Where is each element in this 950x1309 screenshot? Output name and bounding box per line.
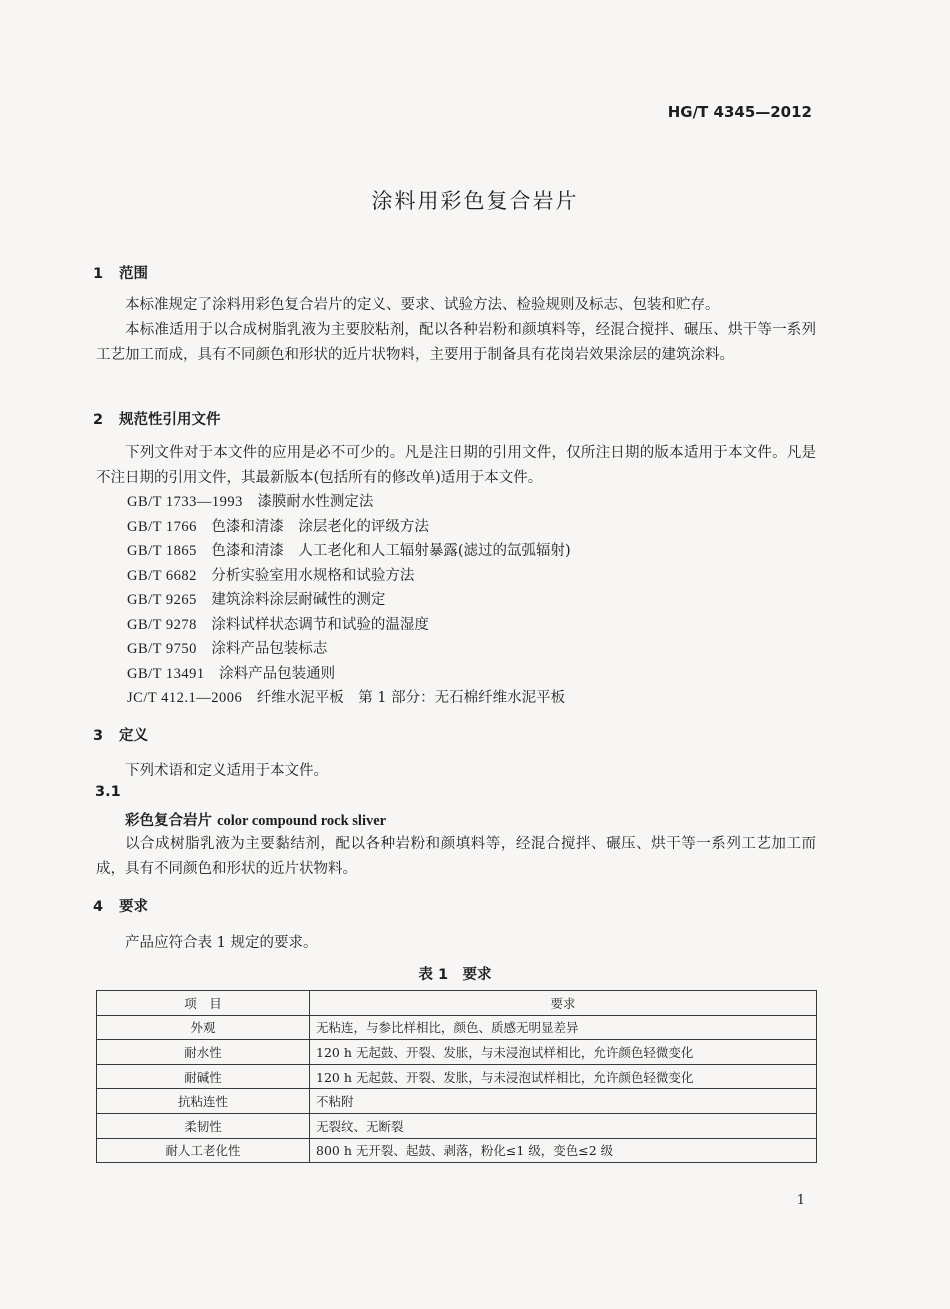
- cell-item: 耐人工老化性: [97, 1138, 310, 1163]
- reference-code: GB/T 1766: [127, 519, 197, 535]
- section-2-heading: [93, 408, 221, 429]
- reference-title: 分析实验室用水规格和试验方法: [211, 568, 415, 584]
- cell-item: 外观: [97, 1015, 310, 1040]
- reference-code: GB/T 1865: [127, 543, 197, 559]
- reference-item: [127, 588, 385, 609]
- section-2-paragraph-1: 下列文件对于本文件的应用是必不可少的。凡是注日期的引用文件，仅所注日期的版本适用于本文件。凡是不注日期的引用文件，其最新版本(包括所有的修改单)适用于本文件。: [96, 445, 816, 486]
- cell-item: 柔韧性: [97, 1113, 310, 1138]
- table-row: [97, 1113, 817, 1138]
- section-4-heading: [93, 895, 148, 916]
- section-number: 3: [93, 728, 104, 744]
- reference-item: [127, 637, 327, 658]
- reference-item: [127, 490, 373, 511]
- table-row: [97, 1089, 817, 1114]
- section-number: 2: [93, 412, 104, 428]
- reference-code: GB/T 13491: [127, 666, 205, 682]
- reference-title: 涂料产品包装标志: [211, 641, 328, 657]
- reference-title: 色漆和清漆 人工老化和人工辐射暴露(滤过的氙弧辐射): [211, 543, 571, 559]
- document-title: 涂料用彩色复合岩片: [371, 189, 579, 213]
- section-3-paragraph-1: 下列术语和定义适用于本文件。: [125, 763, 328, 779]
- section-number: 4: [93, 899, 104, 915]
- table-row: [97, 1064, 817, 1089]
- reference-item: [127, 515, 429, 536]
- page-number: 1: [796, 1193, 805, 1208]
- term-heading: [125, 809, 386, 830]
- reference-code: GB/T 6682: [127, 568, 197, 584]
- reference-item: [127, 564, 414, 585]
- cell-requirement: 无裂纹、无断裂: [310, 1113, 817, 1138]
- section-title: 规范性引用文件: [119, 412, 221, 428]
- section-title: 定义: [119, 728, 148, 744]
- reference-code: GB/T 1733—1993: [127, 494, 243, 510]
- cell-item: 耐碱性: [97, 1064, 310, 1089]
- cell-requirement: 无粘连，与参比样相比，颜色、质感无明显差异: [310, 1015, 817, 1040]
- section-4-paragraph-1: 产品应符合表 1 规定的要求。: [125, 935, 318, 951]
- cell-item: 耐水性: [97, 1040, 310, 1065]
- section-3-heading: [93, 724, 148, 745]
- reference-title: 纤维水泥平板 第 1 部分：无石棉纤维水泥平板: [256, 690, 566, 706]
- section-number: 1: [93, 266, 104, 282]
- reference-title: 涂料试样状态调节和试验的温湿度: [211, 617, 429, 633]
- reference-code: GB/T 9278: [127, 617, 197, 633]
- reference-item: [127, 686, 565, 707]
- table-row: [97, 1138, 817, 1163]
- term-chinese: 彩色复合岩片: [125, 812, 212, 829]
- reference-title: 漆膜耐水性测定法: [257, 494, 374, 510]
- reference-code: GB/T 9750: [127, 641, 197, 657]
- standard-code: HG/T 4345—2012: [667, 103, 812, 121]
- reference-code: GB/T 9265: [127, 592, 197, 608]
- cell-requirement: 800 h 无开裂、起鼓、剥落，粉化≤1 级，变色≤2 级: [310, 1138, 817, 1163]
- column-header-item: 项 目: [97, 991, 310, 1016]
- cell-requirement: 不粘附: [310, 1089, 817, 1114]
- reference-item: [127, 539, 571, 560]
- section-title: 要求: [119, 899, 148, 915]
- reference-code: JC/T 412.1—2006: [127, 690, 243, 706]
- table-row: [97, 1040, 817, 1065]
- section-1-paragraph-2: 本标准适用于以合成树脂乳液为主要胶粘剂，配以各种岩粉和颜填料等，经混合搅拌、碾压、烘干等一系列工艺加工而成，具有不同颜色和形状的近片状物料，主要用于制备具有花岗岩效果涂层的建筑涂料。: [96, 322, 816, 363]
- section-1-heading: [93, 262, 148, 283]
- reference-title: 色漆和清漆 涂层老化的评级方法: [211, 519, 429, 535]
- section-title: 范围: [119, 266, 148, 282]
- cell-requirement: 120 h 无起鼓、开裂、发胀，与未浸泡试样相比，允许颜色轻微变化: [310, 1064, 817, 1089]
- requirements-table: [96, 990, 817, 1163]
- table-row: [97, 1015, 817, 1040]
- cell-item: 抗粘连性: [97, 1089, 310, 1114]
- cell-requirement: 120 h 无起鼓、开裂、发胀，与未浸泡试样相比，允许颜色轻微变化: [310, 1040, 817, 1065]
- reference-item: [127, 662, 335, 683]
- section-1-paragraph-1: 本标准规定了涂料用彩色复合岩片的定义、要求、试验方法、检验规则及标志、包装和贮存。: [125, 297, 720, 313]
- term-english: color compound rock sliver: [217, 813, 387, 829]
- table-caption: 表 1 要求: [418, 967, 492, 983]
- reference-title: 建筑涂料涂层耐碱性的测定: [211, 592, 386, 608]
- term-definition: 以合成树脂乳液为主要黏结剂，配以各种岩粉和颜填料等，经混合搅拌、碾压、烘干等一系列工艺加工而成，具有不同颜色和形状的近片状物料。: [96, 836, 816, 877]
- column-header-requirement: 要求: [310, 991, 817, 1016]
- subsection-number: 3.1: [95, 784, 121, 800]
- table-header-row: [97, 991, 817, 1016]
- reference-title: 涂料产品包装通则: [219, 666, 336, 682]
- reference-item: [127, 613, 429, 634]
